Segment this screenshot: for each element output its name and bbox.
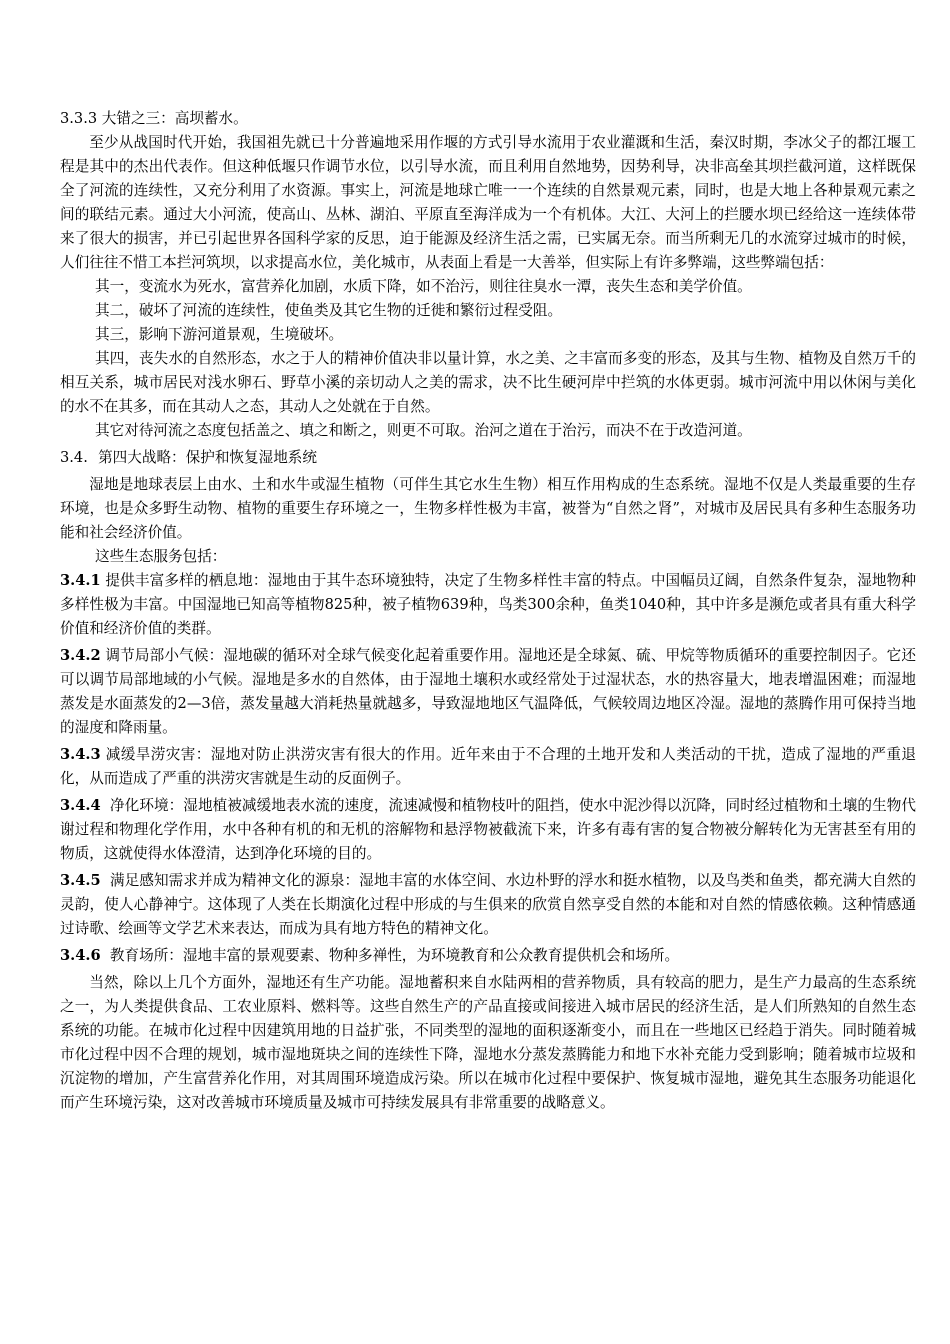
drawback-point-4: 其四，丧失水的自然形态，水之于人的精神价值决非以量计算，水之美、之丰富而多变的形态，及其与生物、植物及自然万千的相互关系，城市居民对浅水卵石、野草小溪的亲切动人之美的需求，决不比生硬河岸中拦筑的水体更弱。城市河流中用以休闲与美化的水不在其多，而在其动人之态，其动人之处就在于自然。 <box>60 350 916 415</box>
service-item-3-4-3 <box>60 743 916 791</box>
service-number: 3.4.3 <box>60 746 101 763</box>
service-text: 调节局部小气候：湿地碳的循环对全球气候变化起着重要作用。湿地还是全球氮、硫、甲烷等物质循环的重要控制因子。它还可以调节局部地域的小气候。湿地是多水的自然体，由于湿地土壤积水或经常处于过湿状态，水的热容量大，地表增温困难；而湿地蒸发是水面蒸发的2—3倍，蒸发量越大消耗热量就越多，导致湿地地区气温降低，气候较周边地区冷湿。湿地的蒸腾作用可保持当地的湿度和降雨量。 <box>60 647 916 736</box>
section-3-3-3-intro: 至少从战国时代开始，我国祖先就已十分普遍地采用作堰的方式引导水流用于农业灌溉和生活，秦汉时期，李冰父子的都江堰工程是其中的杰出代表作。但这种低堰只作调节水位，以引导水流，而且利用自然地势，因势利导，决非高垒其坝拦截河道，这样既保全了河流的连续性，又充分利用了水资源。事实上，河流是地球亡唯一一个连续的自然景观元素，同时，也是大地上各种景观元素之间的联结元素。通过大小河流，使高山、丛林、湖泊、平原直至海洋成为一个有机体。大江、大河上的拦腰水坝已经给这一连续体带来了很大的损害，并已引起世界各国科学家的反思，迫于能源及经济生活之需，已实属无奈。而当所剩无几的水流穿过城市的时候，人们往往不惜工本拦河筑坝，以求提高水位，美化城市，从表面上看是一大善举，但实际上有许多弊端，这些弊端包括： <box>60 134 916 271</box>
river-attitude-paragraph: 其它对待河流之态度包括盖之、填之和断之，则更不可取。治河之道在于治污，而决不在于改造河道。 <box>95 422 752 439</box>
wetland-conclusion: 当然，除以上几个方面外，湿地还有生产功能。湿地蓄积来自水陆两相的营养物质，具有较高的肥力，是生产力最高的生态系统之一，为人类提供食品、工农业原料、燃料等。这些自然生产的产品直接或间接进入城市居民的经济生活，是人们所熟知的自然生态系统的功能。在城市化过程中因建筑用地的日益扩张，不同类型的湿地的面积逐渐变小，而且在一些地区已经趋于消失。同时随着城市化过程中因不合理的规划，城市湿地斑块之间的连续性下降，湿地水分蒸发蒸腾能力和地下水补充能力受到影响；随着城市垃圾和沉淀物的增加，产生富营养化作用，对其周围环境造成污染。所以在城市化过程中要保护、恢复城市湿地，避免其生态服务功能退化而产生环境污染，这对改善城市环境质量及城市可持续发展具有非常重要的战略意义。 <box>60 974 916 1111</box>
service-item-3-4-2 <box>60 644 916 740</box>
wetland-intro: 湿地是地球表层上由水、土和水牛或湿生植物（可伴生其它水生生物）相互作用构成的生态系统。湿地不仅是人类最重要的生存环境，也是众多野生动物、植物的重要生存环境之一，生物多样性极为丰富，被誉为“自然之肾”，对城市及居民具有多种生态服务功能和社会经济价值。 <box>60 476 916 541</box>
service-number: 3.4.6 <box>60 947 101 964</box>
service-item-3-4-4 <box>60 794 916 866</box>
drawback-point-2: 其二，破坏了河流的连续性，使鱼类及其它生物的迁徙和繁衍过程受阻。 <box>95 302 563 319</box>
service-number: 3.4.5 <box>60 872 101 889</box>
drawback-point-3: 其三，影响下游河道景观，生境破坏。 <box>95 326 344 343</box>
section-3-3-3-heading: 3.3.3 大错之三：高坝蓄水。 <box>60 110 248 127</box>
services-lead: 这些生态服务包括： <box>95 548 227 565</box>
service-item-3-4-1 <box>60 569 916 641</box>
service-number: 3.4.4 <box>60 797 101 814</box>
service-item-3-4-6 <box>60 944 916 968</box>
service-text: 提供丰富多样的栖息地：湿地由于其牛态环境独特，决定了生物多样性丰富的特点。中国幅员辽阔，自然条件复杂，湿地物种多样性极为丰富。中国湿地已知高等植物825种，被子植物639种，鸟类300余种，鱼类1040种，其中许多是濒危或者具有重大科学价值和经济价值的类群。 <box>60 572 916 637</box>
service-text: 减缓旱涝灾害：湿地对防止洪涝灾害有很大的作用。近年来由于不合理的土地开发和人类活动的干扰，造成了湿地的严重退化，从而造成了严重的洪涝灾害就是生动的反面例子。 <box>60 746 916 787</box>
document-page <box>60 107 916 1115</box>
service-number: 3.4.1 <box>60 572 101 589</box>
section-3-4-number: 3.4. <box>60 449 88 466</box>
drawback-point-1: 其一，变流水为死水，富营养化加剧，水质下降，如不治污，则往往臭水一潭，丧失生态和美学价值。 <box>95 278 752 295</box>
section-3-4-title: 第四大战略：保护和恢复湿地系统 <box>98 449 317 466</box>
service-text: 满足感知需求并成为精神文化的源泉：湿地丰富的水体空间、水边朴野的浮水和挺水植物，以及鸟类和鱼类，都充满大自然的灵韵，使人心静神宁。这体现了人类在长期演化过程中形成的与生俱来的欣赏自然享受自然的本能和对自然的情感依赖。这种情感通过诗歌、绘画等文学艺术来表达，而成为具有地方特色的精神文化。 <box>60 872 916 937</box>
service-item-3-4-5 <box>60 869 916 941</box>
service-text: 净化环境：湿地植被减缓地表水流的速度，流速减慢和植物枝叶的阻挡，使水中泥沙得以沉降，同时经过植物和土壤的生物代谢过程和物理化学作用，水中各种有机的和无机的溶解物和悬浮物被截流下来，许多有毒有害的复合物被分解转化为无害甚至有用的物质，这就使得水体澄清，达到净化环境的目的。 <box>60 797 916 862</box>
service-number: 3.4.2 <box>60 647 101 664</box>
section-3-4-heading <box>60 446 916 470</box>
service-text: 教育场所：湿地丰富的景观要素、物种多禅性，为环境教育和公众教育提供机会和场所。 <box>109 947 680 964</box>
